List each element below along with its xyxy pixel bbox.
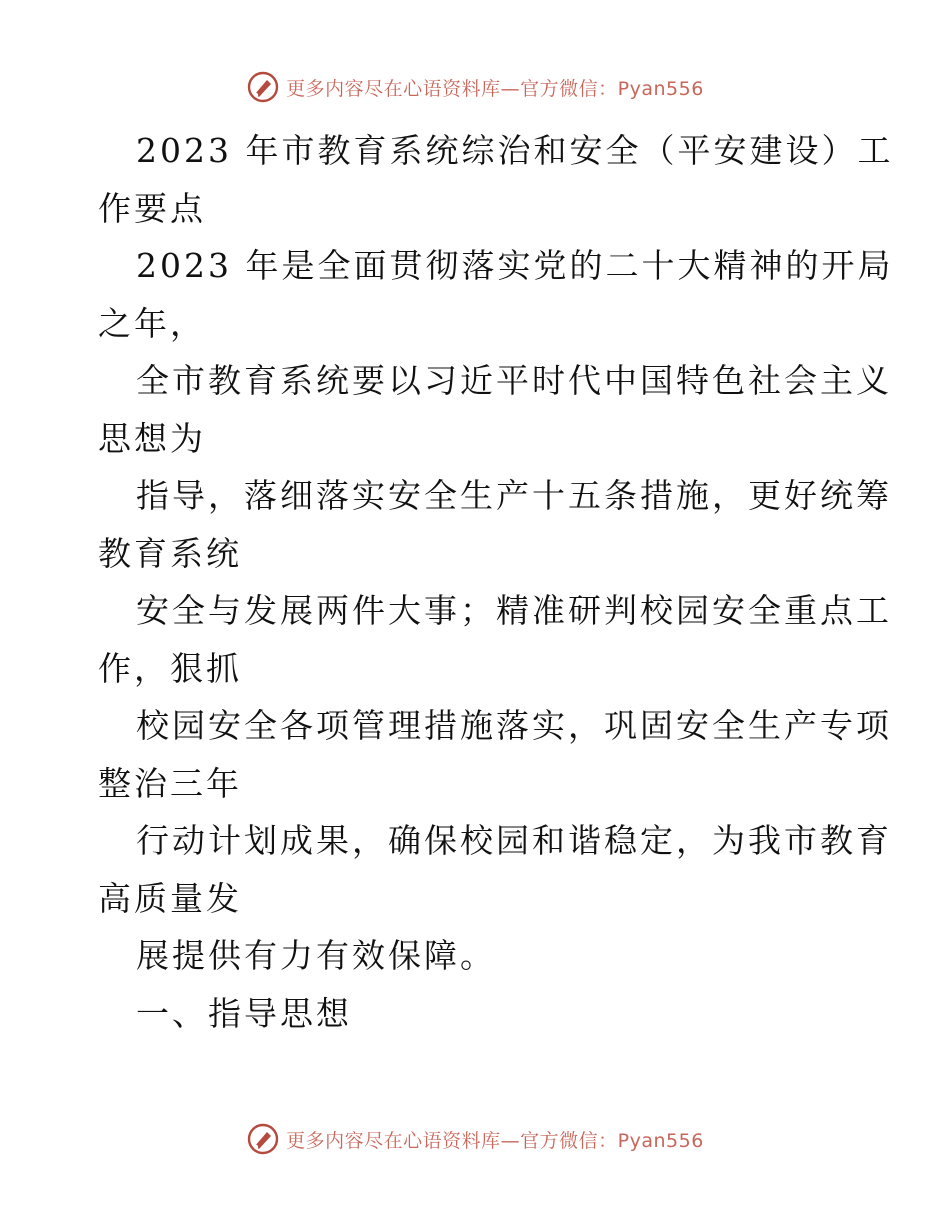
document-body bbox=[98, 122, 894, 1042]
header-banner-text: 更多内容尽在心语资料库—官方微信：Pyan556 bbox=[286, 77, 704, 100]
paragraph-line: 全市教育系统要以习近平时代中国特色社会主义 bbox=[136, 361, 892, 400]
title-line-1: 2023 年市教育系统综治和安全（平安建设）工 bbox=[136, 131, 894, 170]
paragraph-line: 之年， bbox=[98, 303, 206, 343]
paragraph-line: 2023 年是全面贯彻落实党的二十大精神的开局 bbox=[136, 246, 894, 285]
paragraph-line: 行动计划成果，确保校园和谐稳定，为我市教育 bbox=[136, 821, 892, 860]
paragraph-line: 校园安全各项管理措施落实，巩固安全生产专项 bbox=[136, 706, 892, 745]
pen-nib-logo-icon bbox=[246, 1122, 280, 1156]
footer-banner-text: 更多内容尽在心语资料库—官方微信：Pyan556 bbox=[286, 1129, 704, 1152]
paragraph-line: 作，狠抓 bbox=[98, 648, 242, 688]
paragraph-line: 思想为 bbox=[98, 418, 206, 458]
pen-nib-logo-icon bbox=[246, 70, 280, 104]
paragraph-line: 安全与发展两件大事；精准研判校园安全重点工 bbox=[136, 591, 892, 630]
footer-banner bbox=[0, 1122, 950, 1156]
title-line-2: 作要点 bbox=[98, 188, 206, 228]
section-heading: 一、指导思想 bbox=[136, 993, 352, 1033]
header-banner bbox=[0, 70, 950, 104]
paragraph-line: 整治三年 bbox=[98, 763, 242, 803]
paragraph-line: 教育系统 bbox=[98, 533, 242, 573]
paragraph-line: 高质量发 bbox=[98, 878, 242, 918]
paragraph-line: 展提供有力有效保障。 bbox=[136, 936, 496, 975]
paragraph-line: 指导，落细落实安全生产十五条措施，更好统筹 bbox=[136, 476, 892, 515]
